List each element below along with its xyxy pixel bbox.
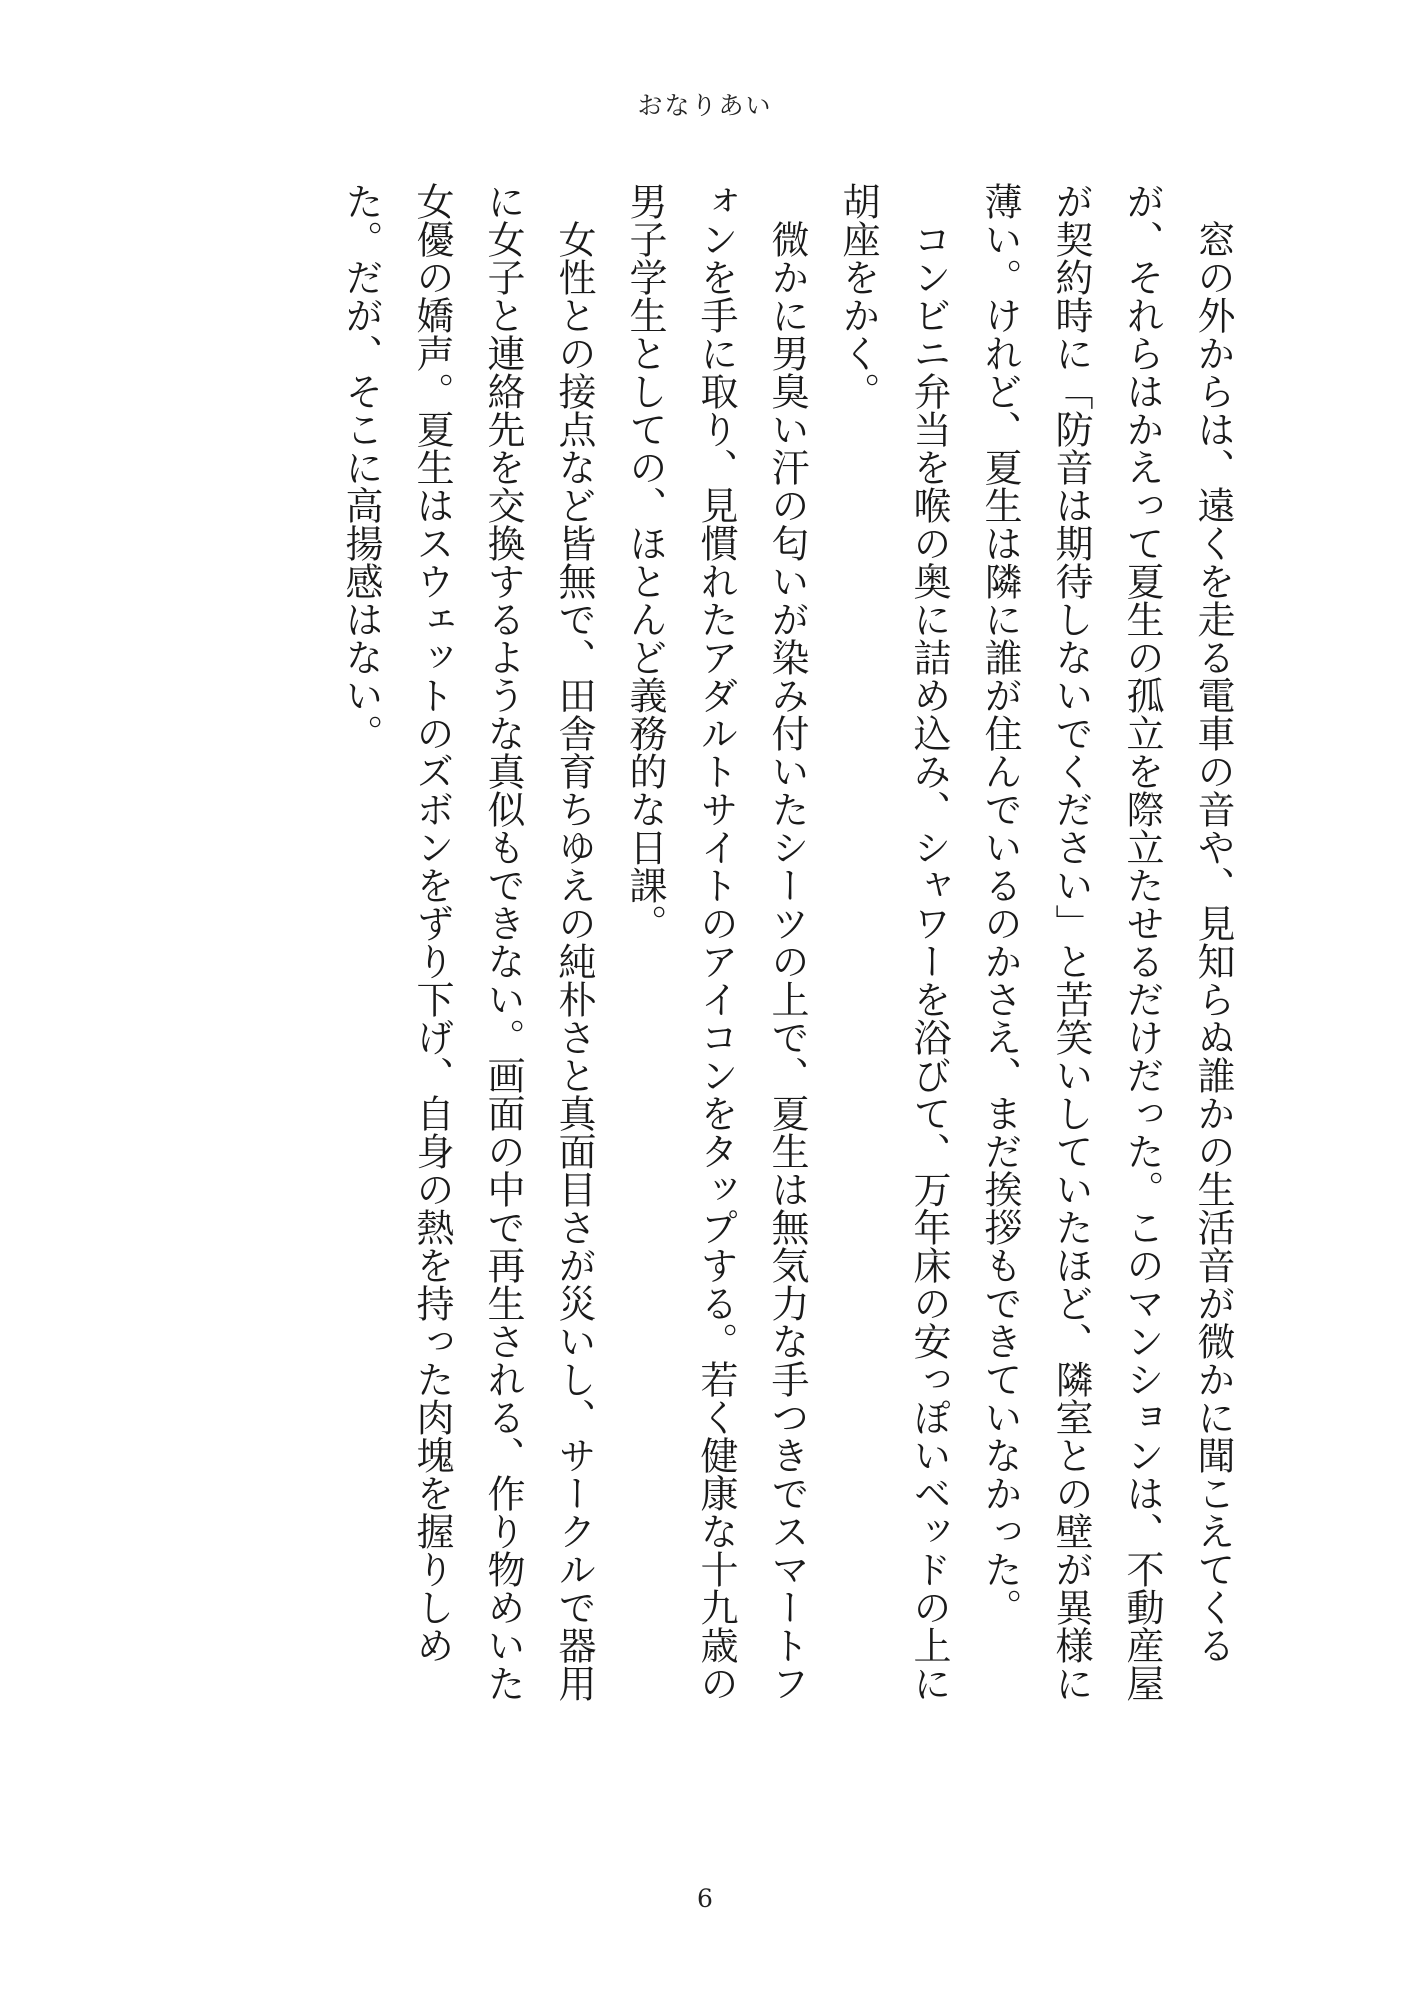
body-text: [148, 182, 1248, 1702]
paragraph: コンビニ弁当を喉の奥に詰め込み、シャワーを浴びて、万年床の安っぽいベッドの上に胡座をかく。: [836, 182, 951, 1702]
paragraph: 女性との接点など皆無で、田舎育ちゆえの純朴さと真面目さが災いし、サークルで器用に女子と連絡先を交換するような真似もできない。画面の中で再生される、作り物めいた女優の嬌声。夏生はスウェットのズボンをずり下げ、自身の熱を持った肉塊を握りしめた。だが、そこに高揚感はない。: [339, 182, 596, 1702]
running-header: おなりあい: [637, 91, 773, 120]
paragraph: 窓の外からは、遠くを走る電車の音や、見知らぬ誰かの生活音が微かに聞こえてくるが、それらはかえって夏生の孤立を際立たせるだけだった。このマンションは、不動産屋が契約時に「防音は期待しないでください」と苦笑いしていたほど、隣室との壁が異様に薄い。けれど、夏生は隣に誰が住んでいるのかさえ、まだ挨拶もできていなかった。: [978, 182, 1235, 1702]
page-number: 6: [697, 1884, 713, 1913]
paragraph: 微かに男臭い汗の匂いが染み付いたシーツの上で、夏生は無気力な手つきでスマートフォンを手に取り、見慣れたアダルトサイトのアイコンをタップする。若く健康な十九歳の男子学生としての、ほとんど義務的な日課。: [623, 182, 809, 1702]
